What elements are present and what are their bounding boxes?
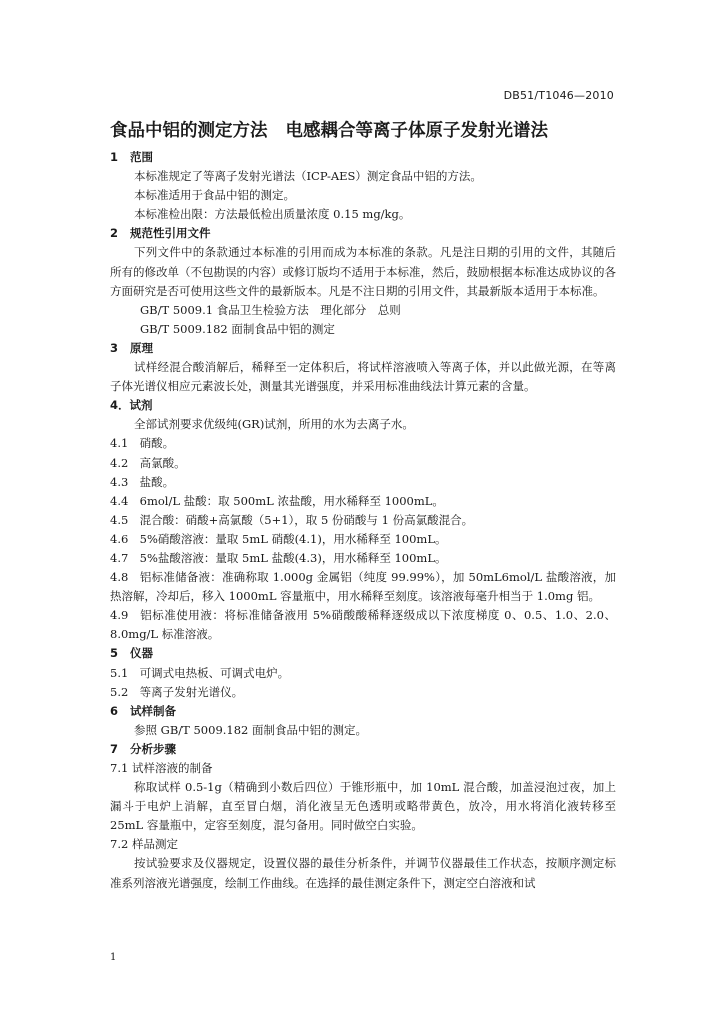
paragraph: 全部试剂要求优级纯(GR)试剂，所用的水为去离子水。: [134, 417, 414, 432]
reference-item: GB/T 5009.1 食品卫生检验方法 理化部分 总则: [140, 302, 401, 317]
list-item: 4.7 5%盐酸溶液：量取 5mL 盐酸(4.3)，用水稀释至 100mL。: [110, 550, 447, 565]
list-item: 4.6 5%硝酸溶液：量取 5mL 硝酸(4.1)，用水稀释至 100mL。: [110, 531, 447, 546]
paragraph: 本标准规定了等离子发射光谱法（ICP-AES）测定食品中铝的方法。: [134, 169, 482, 184]
reference-item: GB/T 5009.182 面制食品中铝的测定: [140, 321, 335, 336]
list-item: 4.2 高氯酸。: [110, 455, 186, 470]
list-item: 4.8 铝标准储备液：准确称取 1.000g 金属铝（纯度 99.99%），加 50mL6mol/L 盐酸溶液，加热溶解，冷却后，移入 1000mL 容量瓶中，用水稀释至刻度。该溶液每毫升相当于 1.0mg 铝。: [110, 570, 617, 604]
paragraph: 下列文件中的条款通过本标准的引用而成为本标准的条款。凡是注日期的引用的文件，其随后所有的修改单（不包勘误的内容）或修订版均不适用于本标准，然后，鼓励根据本标准达成协议的各方面研究是否可使用这些文件的最新版本。凡是不注日期的引用文件，其最新版本适用于本标准。: [110, 245, 616, 298]
subsection-heading: 7.1 试样溶液的制备: [110, 761, 213, 775]
title-method: 电感耦合等离子体原子发射光谱法: [285, 121, 548, 141]
paragraph: 称取试样 0.5-1g（精确到小数后四位）于锥形瓶中，加 10mL 混合酸，加盖浸泡过夜，加上漏斗于电炉上消解，直至冒白烟，消化液呈无色透明或略带黄色，放冷，用水将消化液转移至 25mL 容量瓶中，定容至刻度，混匀备用。同时做空白实验。: [110, 780, 616, 833]
section-heading-scope: 1 范围: [110, 150, 153, 164]
paragraph: 按试验要求及仪器规定，设置仪器的最佳分析条件，并调节仪器最佳工作状态，按顺序测定标准系列溶液光谱强度，绘制工作曲线。在选择的最佳测定条件下，测定空白溶液和试: [110, 856, 616, 890]
list-item: 4.1 硝酸。: [110, 436, 175, 451]
list-item: 5.2 等离子发射光谱仪。: [110, 684, 244, 699]
paragraph: 参照 GB/T 5009.182 面制食品中铝的测定。: [134, 722, 368, 737]
section-heading-apparatus: 5 仪器: [110, 646, 153, 661]
title-main: 食品中铝的测定方法: [110, 121, 268, 141]
document-title: [110, 117, 630, 142]
section-heading-normative-references: 2 规范性引用文件: [110, 226, 211, 241]
paragraph: 本标准检出限：方法最低检出质量浓度 0.15 mg/kg。: [134, 207, 411, 222]
paragraph: 试样经混合酸消解后，稀释至一定体积后，将试样溶液喷入等离子体，并以此做光源，在等离子体光谱仪相应元素波长处，测量其光谱强度，并采用标准曲线法计算元素的含量。: [110, 360, 616, 394]
document-body: [110, 148, 616, 893]
paragraph: 本标准适用于食品中铝的测定。: [134, 188, 295, 203]
section-heading-principle: 3 原理: [110, 340, 153, 355]
list-item: 4.9 铝标准使用液：将标准储备液用 5%硝酸酸稀释逐级成以下浓度梯度 0、0.5、1.0、2.0、8.0mg/L 标准溶液。: [110, 608, 617, 642]
section-heading-reagents: 4．试剂: [110, 398, 153, 413]
subsection-heading: 7.2 样品测定: [110, 837, 178, 852]
list-item: 4.3 盐酸。: [110, 474, 175, 489]
list-item: 4.4 6mol/L 盐酸：取 500mL 浓盐酸，用水稀释至 1000mL。: [110, 493, 444, 508]
section-heading-analysis-steps: 7 分析步骤: [110, 741, 176, 756]
list-item: 4.5 混合酸：硝酸+高氯酸（5+1），取 5 份硝酸与 1 份高氯酸混合。: [110, 512, 474, 527]
standard-code: DB51/T1046—2010: [503, 89, 614, 102]
list-item: 5.1 可调式电热板、可调式电炉。: [110, 665, 290, 680]
page-number: 1: [110, 952, 117, 963]
section-heading-sample-preparation: 6 试样制备: [110, 703, 176, 718]
